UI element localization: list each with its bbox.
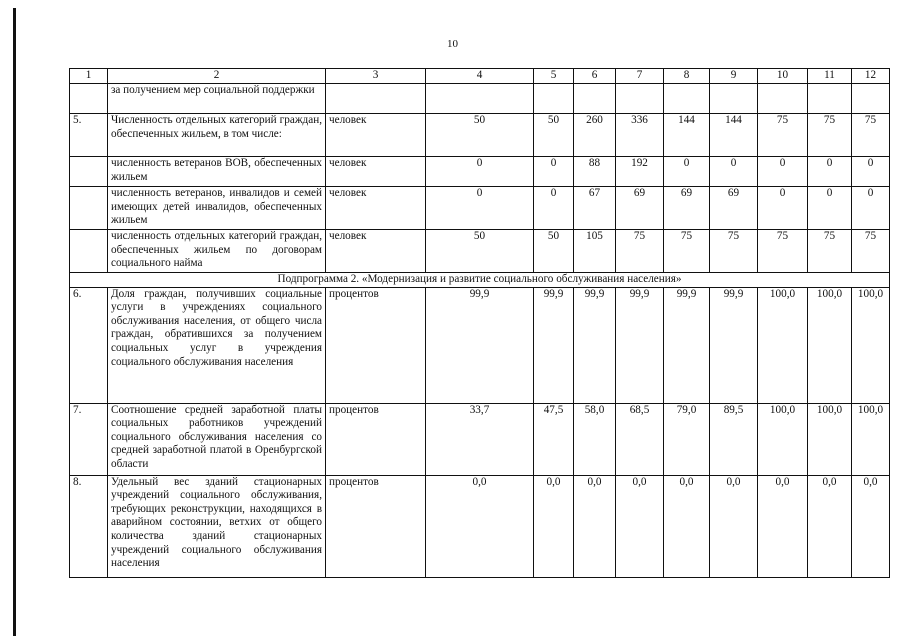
unit-cell: процентов [326, 403, 426, 475]
value-cell [710, 84, 758, 114]
value-cell [852, 84, 890, 114]
column-number-cell: 2 [108, 69, 326, 84]
value-cell: 0 [710, 157, 758, 187]
value-cell: 33,7 [426, 403, 534, 475]
indicator-name-cell: численность ветеранов ВОВ, обеспеченных жильем [108, 157, 326, 187]
table-row [70, 403, 890, 475]
value-cell: 50 [534, 230, 574, 273]
value-cell: 0 [808, 187, 852, 230]
value-cell: 75 [758, 230, 808, 273]
unit-cell: человек [326, 187, 426, 230]
column-number-cell: 5 [534, 69, 574, 84]
value-cell: 100,0 [852, 287, 890, 403]
column-number-cell: 8 [664, 69, 710, 84]
value-cell: 79,0 [664, 403, 710, 475]
value-cell [808, 84, 852, 114]
value-cell: 336 [616, 114, 664, 157]
unit-cell: процентов [326, 287, 426, 403]
value-cell: 99,9 [426, 287, 534, 403]
value-cell: 0,0 [616, 475, 664, 577]
indicator-name-cell: численность ветеранов, инвалидов и семей имеющих детей инвалидов, обеспеченных жильем [108, 187, 326, 230]
row-number-cell: 5. [70, 114, 108, 157]
scan-left-edge [13, 8, 16, 636]
value-cell: 0 [852, 157, 890, 187]
column-number-cell: 3 [326, 69, 426, 84]
subprogram-title: Подпрограмма 2. «Модернизация и развитие социального обслуживания населения» [70, 273, 890, 288]
indicator-name-cell: Соотношение средней заработной платы социальных работников учреждений социального обслуживания населения со средней заработной платой в Оренбургской области [108, 403, 326, 475]
value-cell: 260 [574, 114, 616, 157]
value-cell: 144 [710, 114, 758, 157]
column-number-cell: 7 [616, 69, 664, 84]
value-cell: 47,5 [534, 403, 574, 475]
value-cell: 69 [616, 187, 664, 230]
table-row [70, 475, 890, 577]
table-row [70, 187, 890, 230]
indicator-name-cell: Доля граждан, получивших социальные услуги в учреждениях социального обслуживания населения, от общего числа граждан, обратившихся за получением социальных услуг в учреждения социального обслуживания населения [108, 287, 326, 403]
value-cell: 0,0 [758, 475, 808, 577]
value-cell: 75 [710, 230, 758, 273]
value-cell: 0 [808, 157, 852, 187]
row-number-cell: 8. [70, 475, 108, 577]
value-cell: 75 [852, 230, 890, 273]
unit-cell: человек [326, 230, 426, 273]
indicator-name-cell: за получением мер социальной поддержки [108, 84, 326, 114]
value-cell: 68,5 [616, 403, 664, 475]
column-number-cell: 1 [70, 69, 108, 84]
value-cell: 0,0 [426, 475, 534, 577]
value-cell: 0 [664, 157, 710, 187]
value-cell: 192 [616, 157, 664, 187]
table-row [70, 157, 890, 187]
indicators-table [69, 68, 890, 578]
column-number-cell: 6 [574, 69, 616, 84]
value-cell [616, 84, 664, 114]
column-number-cell: 9 [710, 69, 758, 84]
column-number-cell: 4 [426, 69, 534, 84]
value-cell: 0,0 [852, 475, 890, 577]
unit-cell: процентов [326, 475, 426, 577]
value-cell: 75 [616, 230, 664, 273]
column-number-cell: 10 [758, 69, 808, 84]
value-cell: 75 [808, 114, 852, 157]
value-cell: 100,0 [808, 403, 852, 475]
value-cell: 100,0 [852, 403, 890, 475]
value-cell: 99,9 [574, 287, 616, 403]
value-cell: 105 [574, 230, 616, 273]
value-cell: 0,0 [710, 475, 758, 577]
value-cell: 0,0 [574, 475, 616, 577]
value-cell: 75 [664, 230, 710, 273]
value-cell: 0 [758, 187, 808, 230]
value-cell: 50 [534, 114, 574, 157]
column-number-row [70, 69, 890, 84]
value-cell: 0 [758, 157, 808, 187]
value-cell: 99,9 [534, 287, 574, 403]
row-number-cell [70, 84, 108, 114]
value-cell [426, 84, 534, 114]
value-cell: 58,0 [574, 403, 616, 475]
indicator-name-cell: численность отдельных категорий граждан, обеспеченных жильем по договорам социального найма [108, 230, 326, 273]
value-cell: 69 [710, 187, 758, 230]
value-cell: 0,0 [664, 475, 710, 577]
value-cell: 99,9 [616, 287, 664, 403]
unit-cell: человек [326, 114, 426, 157]
table-body [70, 69, 890, 578]
value-cell [758, 84, 808, 114]
page-number: 10 [447, 38, 458, 50]
value-cell: 89,5 [710, 403, 758, 475]
value-cell: 88 [574, 157, 616, 187]
value-cell: 99,9 [664, 287, 710, 403]
table-row [70, 287, 890, 403]
value-cell: 0,0 [534, 475, 574, 577]
value-cell [574, 84, 616, 114]
value-cell: 0 [534, 187, 574, 230]
row-number-cell [70, 187, 108, 230]
indicator-name-cell: Удельный вес зданий стационарных учреждений социального обслуживания, требующих реконструкции, находящихся в аварийном состоянии, ветхих от общего количества зданий стационарных учреждений социального обслуживания населения [108, 475, 326, 577]
subprogram-header-row [70, 273, 890, 288]
value-cell [534, 84, 574, 114]
value-cell: 100,0 [808, 287, 852, 403]
value-cell: 67 [574, 187, 616, 230]
value-cell [664, 84, 710, 114]
value-cell: 50 [426, 114, 534, 157]
value-cell: 100,0 [758, 403, 808, 475]
value-cell: 99,9 [710, 287, 758, 403]
value-cell: 75 [852, 114, 890, 157]
value-cell: 0 [426, 157, 534, 187]
row-number-cell [70, 157, 108, 187]
value-cell: 0,0 [808, 475, 852, 577]
table-row [70, 230, 890, 273]
value-cell: 0 [852, 187, 890, 230]
table-row [70, 114, 890, 157]
value-cell: 144 [664, 114, 710, 157]
indicator-name-cell: Численность отдельных категорий граждан, обеспеченных жильем, в том числе: [108, 114, 326, 157]
value-cell: 50 [426, 230, 534, 273]
row-number-cell: 7. [70, 403, 108, 475]
value-cell: 75 [808, 230, 852, 273]
value-cell: 100,0 [758, 287, 808, 403]
row-number-cell: 6. [70, 287, 108, 403]
value-cell: 0 [426, 187, 534, 230]
table-row [70, 84, 890, 114]
row-number-cell [70, 230, 108, 273]
column-number-cell: 12 [852, 69, 890, 84]
value-cell: 69 [664, 187, 710, 230]
value-cell: 0 [534, 157, 574, 187]
value-cell: 75 [758, 114, 808, 157]
column-number-cell: 11 [808, 69, 852, 84]
unit-cell [326, 84, 426, 114]
unit-cell: человек [326, 157, 426, 187]
